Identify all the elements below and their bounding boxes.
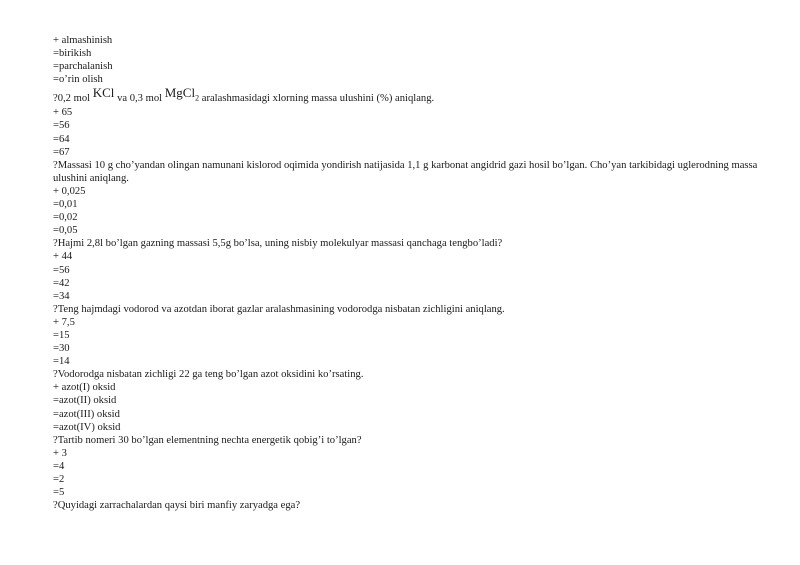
question-text: ?Vodorodga nisbatan zichligi 22 ga teng bo’lgan azot oksidini ko’rsating. bbox=[53, 369, 364, 381]
answer-option: =30 bbox=[53, 343, 70, 355]
answer-option: + 44 bbox=[53, 251, 73, 263]
answer-option: =o’rin olish bbox=[53, 74, 103, 86]
answer-option: =azot(IV) oksid bbox=[53, 421, 121, 433]
answer-option: =4 bbox=[53, 460, 65, 472]
answer-option: =0,05 bbox=[53, 225, 78, 237]
answer-option: =0,02 bbox=[53, 212, 78, 224]
answer-option: =2 bbox=[53, 474, 65, 485]
question-mid: va 0,3 mol bbox=[117, 93, 163, 105]
question-text: ?Teng hajmdagi vodorod va azotdan iborat gazlar aralashmasining vodorodga nisbatan zichligini aniqlang. bbox=[53, 303, 505, 315]
question-text: ?Massasi 10 g cho’yandan olingan namunani kislorod oqimida yondirish natijasida 1,1 g karbonat angidrid gazi hosil bo’lgan. Cho’yan tarkibidagi uglerodning massa ulushini aniqlang. bbox=[53, 159, 758, 184]
answer-option: =0,01 bbox=[53, 199, 78, 211]
answer-option: =34 bbox=[53, 290, 70, 302]
question-suffix: aralashmasidagi xlorning massa ulushini (%) aniqlang. bbox=[201, 93, 435, 105]
answer-option: =64 bbox=[53, 133, 70, 145]
chem-formula-base: MgCl bbox=[164, 85, 196, 101]
answer-option: + 65 bbox=[53, 107, 73, 119]
answer-option: =5 bbox=[53, 487, 65, 499]
chem-formula-kcl: KCl bbox=[92, 85, 115, 101]
chem-formula-mgcl2 bbox=[164, 85, 200, 103]
answer-option: + azot(I) oksid bbox=[53, 382, 116, 394]
answer-option: =birikish bbox=[53, 48, 92, 60]
question-text: ?Quyidagi zarrachalardan qaysi biri manfiy zaryadga ega? bbox=[53, 500, 301, 512]
question-prefix: ?0,2 mol bbox=[53, 93, 91, 105]
answer-option: + 0,025 bbox=[53, 185, 86, 197]
chem-formula-subscript: 2 bbox=[195, 93, 200, 103]
answer-option: =56 bbox=[53, 264, 70, 276]
question-text: ?Hajmi 2,8l bo’lgan gazning massasi 5,5g bo’lsa, uning nisbiy molekulyar massasi qanchaga tengbo’ladi? bbox=[53, 238, 503, 250]
answer-option: =67 bbox=[53, 146, 70, 158]
question-text bbox=[53, 86, 773, 106]
answer-option: =azot(II) oksid bbox=[53, 395, 117, 407]
answer-option: + almashinish bbox=[53, 35, 113, 46]
question-text: ?Tartib nomeri 30 bo’lgan elementning nechta energetik qobig’i to’lgan? bbox=[53, 434, 362, 446]
answer-option: =azot(III) oksid bbox=[53, 408, 120, 420]
answer-option: =15 bbox=[53, 329, 70, 341]
document-page bbox=[53, 34, 773, 512]
answer-option: + 7,5 bbox=[53, 316, 75, 328]
answer-option: =42 bbox=[53, 277, 70, 289]
answer-option: =56 bbox=[53, 120, 70, 132]
answer-option: =parchalanish bbox=[53, 61, 113, 73]
answer-option: + 3 bbox=[53, 447, 67, 459]
answer-option: =14 bbox=[53, 356, 70, 368]
